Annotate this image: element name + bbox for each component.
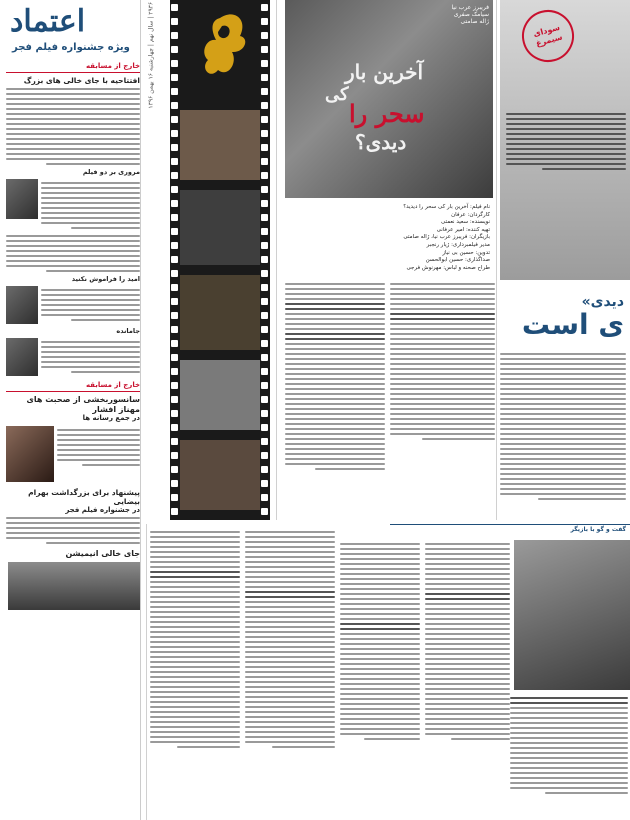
sprocket-hole: [261, 228, 268, 235]
article1-body: [6, 88, 140, 165]
author-photo-2: [6, 286, 38, 324]
sprocket-hole: [171, 438, 178, 445]
article5: [6, 426, 140, 482]
frame-1: [180, 110, 260, 180]
center-col-2: [390, 280, 495, 443]
sprocket-hole: [171, 480, 178, 487]
article4-body: [41, 338, 140, 376]
sprocket-hole: [171, 508, 178, 515]
cast-item-5: بازیگران: فریبرز عرب نیا، ژاله صامتی: [403, 234, 490, 241]
sprocket-hole: [261, 172, 268, 179]
sprocket-hole: [171, 298, 178, 305]
right-top-body: [506, 110, 626, 173]
sprocket-hole: [261, 74, 268, 81]
poster-title-line2: کی: [325, 84, 349, 105]
article2-body: [41, 179, 140, 232]
sprocket-hole: [261, 270, 268, 277]
sprocket-hole: [261, 396, 268, 403]
article6-title: پیشنهاد برای بزرگداشت بهرام بیضایی: [28, 487, 140, 506]
masthead: [6, 4, 140, 60]
sprocket-hole: [261, 466, 268, 473]
article4-kicker: جامانده: [116, 326, 140, 335]
sprocket-hole: [261, 312, 268, 319]
sprocket-hole: [171, 466, 178, 473]
sprocket-hole: [171, 396, 178, 403]
cast-item-8: صداگذاری: حسین ابوالحسن: [425, 257, 490, 264]
interview-label: گفت و گو با بازیگر: [570, 526, 626, 533]
sprocket-hole: [261, 298, 268, 305]
film-strip: [170, 0, 270, 520]
sprocket-hole: [171, 200, 178, 207]
actress-photo: [6, 426, 54, 482]
article2-kicker: مروری بر دو فیلم: [82, 168, 140, 177]
article1-title: افتتاحیه با جای خالی های بزرگ: [23, 76, 140, 86]
cast-list: [330, 204, 490, 274]
sprocket-hole: [261, 508, 268, 515]
sprocket-hole: [171, 102, 178, 109]
center-col-5: [340, 540, 420, 743]
sprocket-hole: [171, 270, 178, 277]
sprocket-hole: [171, 410, 178, 417]
sprocket-hole: [261, 130, 268, 137]
article3-body: [41, 286, 140, 324]
article2-body-cont: [6, 235, 140, 272]
author-photo-3: [6, 338, 38, 376]
sprocket-hole: [171, 144, 178, 151]
sprocket-hole: [171, 130, 178, 137]
article5-body: [57, 426, 140, 482]
sprocket-hole: [261, 46, 268, 53]
center-col-6: [425, 540, 510, 743]
sprocket-hole: [261, 116, 268, 123]
sprocket-hole: [171, 326, 178, 333]
article2: [6, 179, 140, 232]
sprocket-hole: [171, 74, 178, 81]
article4: [6, 338, 140, 376]
sprocket-hole: [261, 18, 268, 25]
right-body-upper: [500, 350, 626, 503]
frame-5: [180, 440, 260, 510]
sprocket-hole: [261, 256, 268, 263]
article6-sub: در جشنواره فیلم فجر: [65, 505, 140, 514]
poster-credits: فریبرز عرب نیا سیامک صفری ژاله صامتی: [451, 4, 489, 26]
sprocket-hole: [261, 88, 268, 95]
cast-item-6: مدیر فیلمبرداری: ژیار رنجبر: [426, 241, 490, 248]
poster-title-line4: دیدی؟: [355, 130, 407, 154]
masthead-section-title: ویژه جشنواره فیلم فجر: [12, 42, 130, 53]
sprocket-hole: [261, 200, 268, 207]
cast-item-4: تهیه کننده: امیر عرفانی: [436, 226, 490, 233]
film-frames: [180, 110, 260, 510]
cast-item-2: کارگردان: عرفان: [451, 211, 490, 218]
dateline: ۲۹۳۶ | سال نهم | چهارشنبه ۱۶ بهمن ۱۳۹۶: [147, 1, 155, 109]
group-photo: [8, 562, 140, 610]
cast-item-1: نام فیلم: آخرین بار کی سحر را دیدید؟: [403, 204, 490, 210]
poster-title-line3: سحر را: [349, 99, 425, 128]
divider-1: [276, 0, 277, 520]
sprocket-hole: [171, 32, 178, 39]
sprocket-hole: [171, 88, 178, 95]
sprocket-hole: [261, 438, 268, 445]
sprocket-hole: [171, 284, 178, 291]
sprocket-hole: [261, 368, 268, 375]
sprocket-hole: [171, 60, 178, 67]
cast-item-7: تدوین: حسین بی نیاز: [442, 249, 490, 256]
cast-item-3: نویسنده: سعید نعمتی: [440, 219, 490, 226]
sprocket-hole: [261, 158, 268, 165]
sprocket-hole: [261, 326, 268, 333]
sprocket-hole: [261, 480, 268, 487]
sprocket-hole: [261, 102, 268, 109]
sprocket-hole: [171, 494, 178, 501]
frame-3: [180, 275, 260, 350]
sprocket-hole: [261, 354, 268, 361]
divider-2: [496, 0, 497, 520]
sprocket-hole: [171, 340, 178, 347]
sprocket-hole: [171, 172, 178, 179]
left-column: [6, 62, 140, 818]
article5-title: سانسوربخشی از صحبت های مهناز افشار: [26, 395, 140, 414]
masthead-logo: اعتماد: [10, 4, 86, 39]
section-label-outofcompetition: خارج از مسابقه: [6, 62, 140, 73]
sprocket-hole: [171, 256, 178, 263]
sprocket-hole: [171, 382, 178, 389]
author-photo-1: [6, 179, 38, 219]
sprocket-hole: [171, 228, 178, 235]
sprocket-hole: [171, 46, 178, 53]
headline-main: ی است: [521, 308, 624, 341]
sprocket-hole: [171, 158, 178, 165]
sprocket-hole: [261, 452, 268, 459]
sprocket-hole: [261, 60, 268, 67]
right-top-photo: [500, 0, 630, 280]
article6-body: [6, 517, 140, 544]
sprocket-hole: [261, 4, 268, 11]
frame-2: [180, 190, 260, 265]
main-headline: [500, 294, 630, 342]
interview-label-bar: [390, 524, 630, 534]
movie-poster: [285, 0, 493, 198]
actor-photo: [514, 540, 630, 690]
sprocket-hole: [261, 284, 268, 291]
sprocket-hole: [261, 144, 268, 151]
sprocket-hole: [171, 18, 178, 25]
sprocket-hole: [171, 312, 178, 319]
frame-4: [180, 360, 260, 430]
stamp-circle: [516, 4, 580, 68]
sprocket-hole: [171, 242, 178, 249]
sprocket-hole: [261, 214, 268, 221]
sprocket-hole: [171, 214, 178, 221]
center-col-1: [285, 280, 385, 473]
sprocket-hole: [171, 452, 178, 459]
simorgh-logo: [204, 14, 245, 73]
cast-item-9: طراح صحنه و لباس: مهرنوش فرجی: [406, 264, 490, 271]
center-col-3: [150, 528, 240, 751]
sprocket-hole: [261, 340, 268, 347]
section-label-outofcompetition-2: خارج از مسابقه: [6, 381, 140, 392]
poster-title-line1: آخرین بار: [345, 60, 424, 84]
article7-title: جای خالی انیمیشن: [65, 549, 140, 559]
sprocket-hole: [171, 368, 178, 375]
sprocket-hole: [261, 494, 268, 501]
sprocket-hole: [171, 186, 178, 193]
sprocket-hole: [261, 424, 268, 431]
right-body-lower: [510, 694, 628, 797]
divider-3: [146, 524, 147, 820]
headline-fragment: دیدی»: [581, 294, 624, 310]
sprocket-hole: [261, 382, 268, 389]
sprocket-hole: [261, 32, 268, 39]
article5-sub: در جمع رسانه ها: [82, 414, 140, 423]
article3-kicker: امید را فراموش نکنید: [71, 275, 140, 284]
sprocket-hole: [171, 354, 178, 361]
sprocket-hole: [261, 242, 268, 249]
film-strip-graphic: [170, 0, 270, 520]
sprocket-hole: [261, 186, 268, 193]
sprocket-hole: [171, 424, 178, 431]
center-col-4: [245, 528, 335, 751]
sprocket-hole: [171, 4, 178, 11]
article3: [6, 286, 140, 324]
stamp-text: سودای سیمرغ: [532, 23, 564, 49]
sprocket-hole: [261, 410, 268, 417]
sprocket-hole: [171, 116, 178, 123]
